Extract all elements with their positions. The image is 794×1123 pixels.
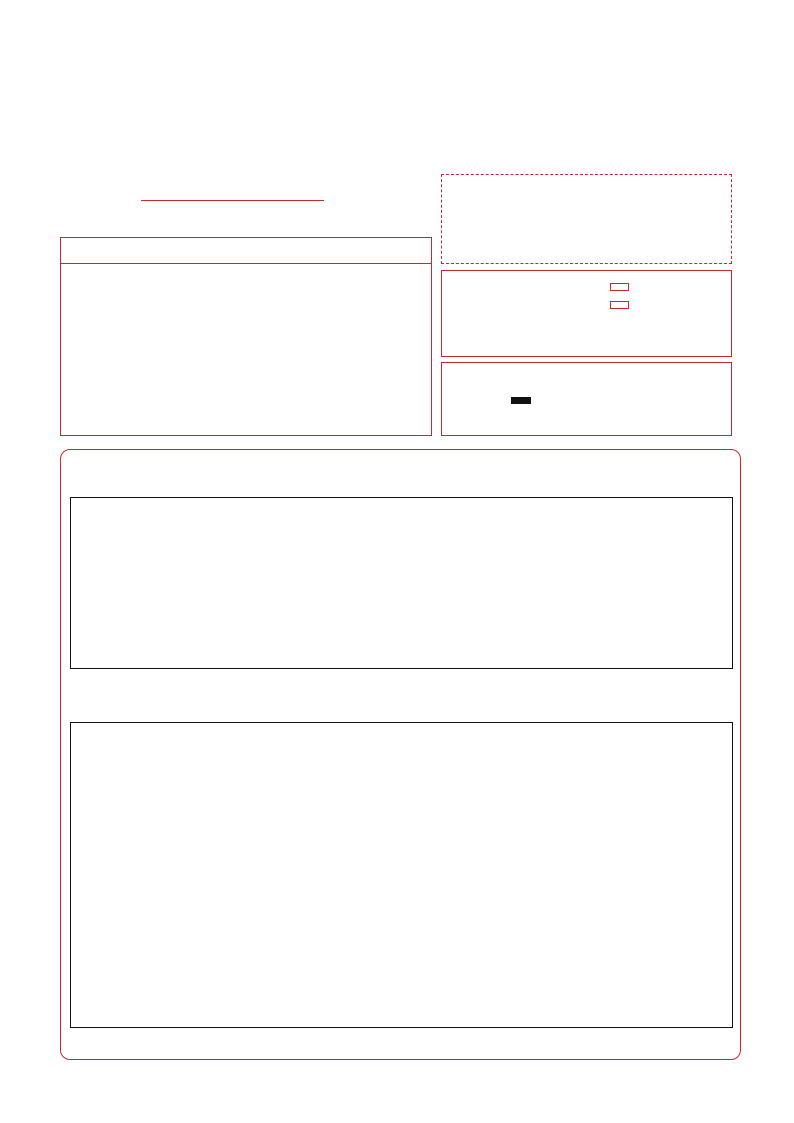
- absent-mark-box[interactable]: [610, 283, 629, 291]
- forbidden-panel: [441, 270, 732, 357]
- barcode-area: [441, 174, 732, 264]
- violation-mark-box[interactable]: [610, 301, 629, 309]
- notice-heading: [61, 238, 431, 264]
- name-field[interactable]: [141, 200, 324, 201]
- notice-panel: [60, 237, 432, 436]
- correct-fill-example: [511, 397, 531, 404]
- timing-marks-top: [52, 38, 750, 51]
- timing-marks-left: [38, 0, 54, 1123]
- essay-answer-box-18[interactable]: [70, 722, 733, 1028]
- notice-list: [61, 264, 431, 268]
- fill-sample-panel: [441, 362, 732, 436]
- multiple-choice-box: [70, 497, 733, 669]
